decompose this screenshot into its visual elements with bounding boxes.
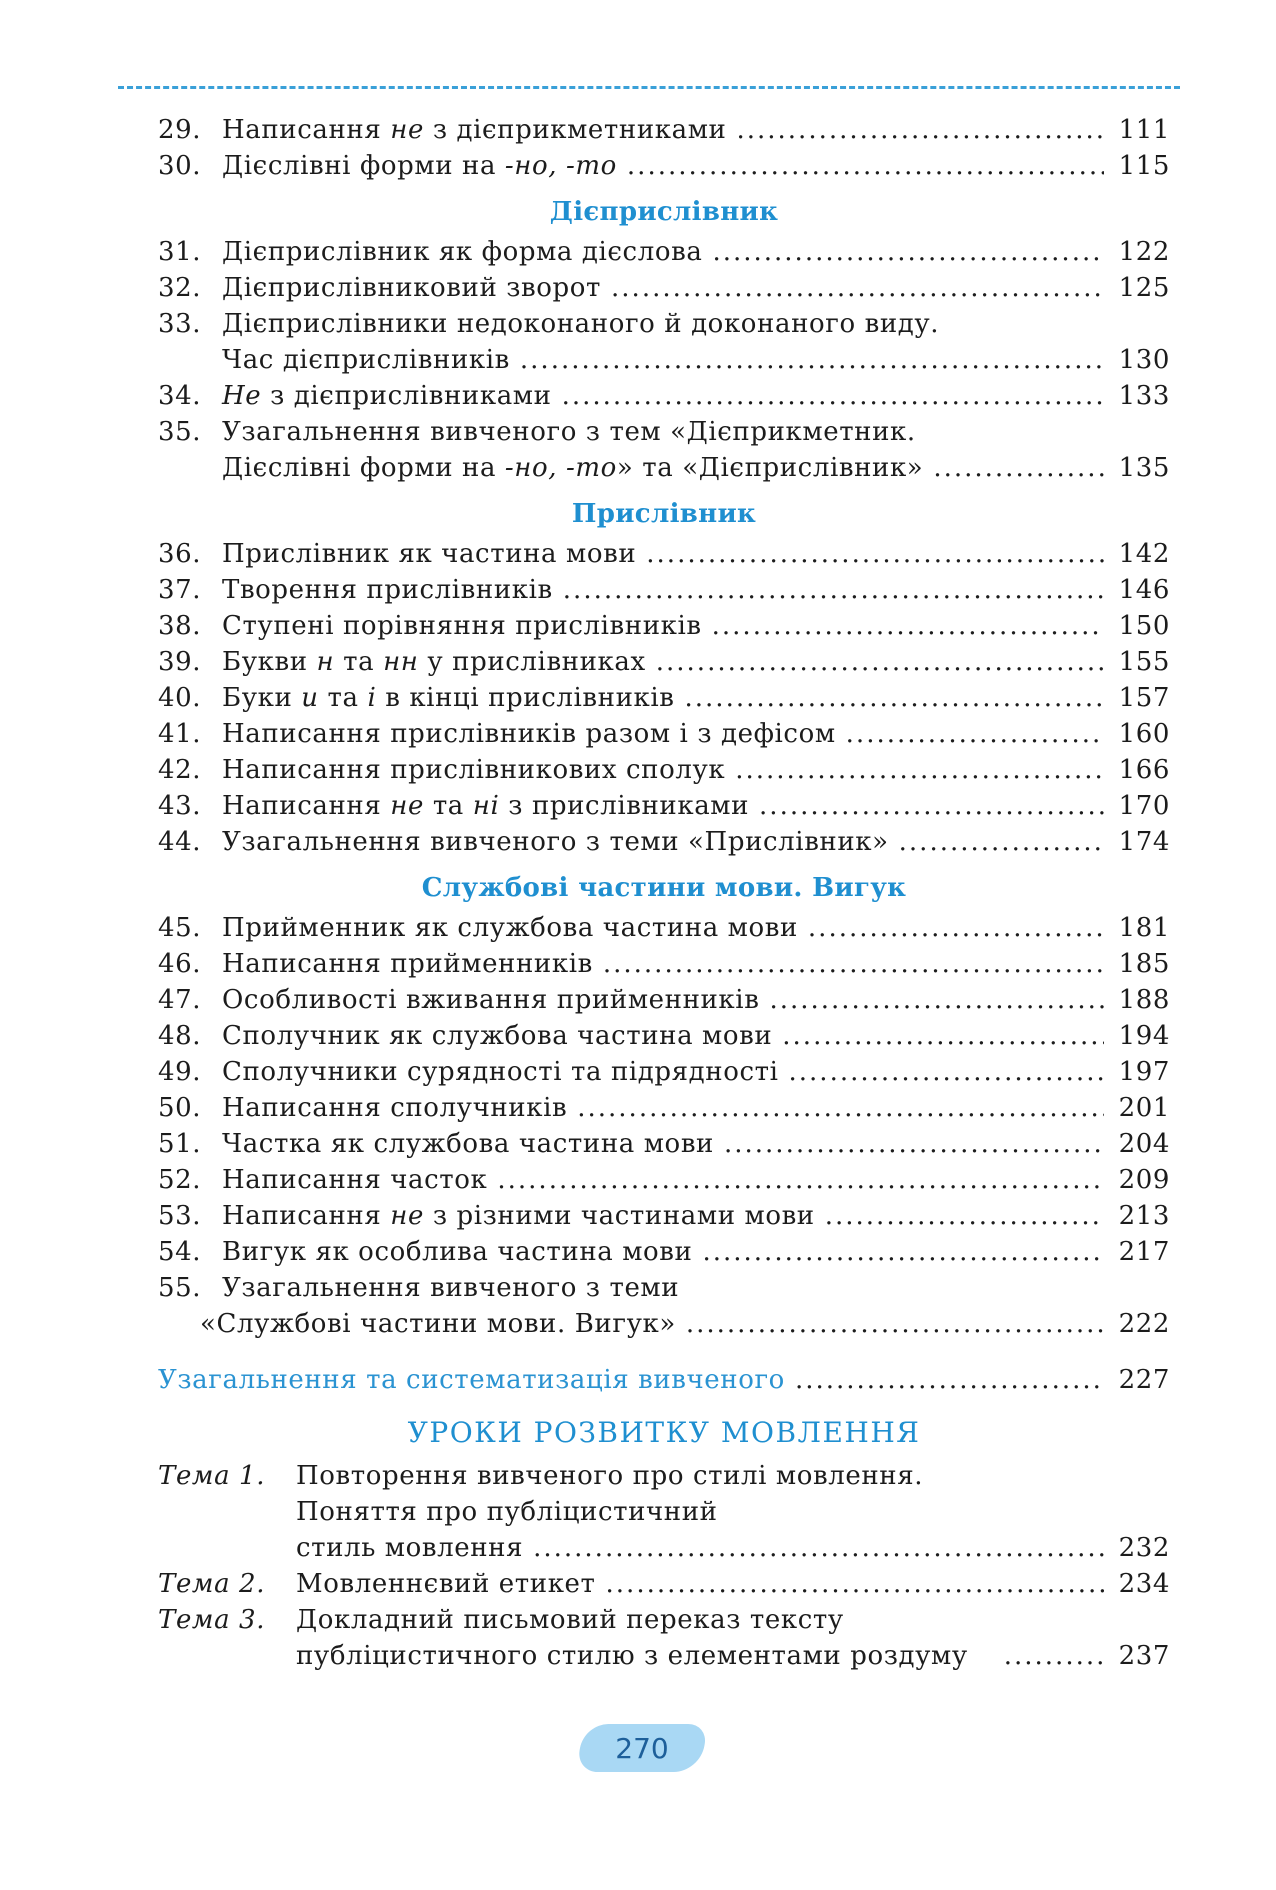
dot-leader [769,982,1104,1018]
dot-leader [899,824,1104,860]
dot-leader [656,644,1104,680]
toc-entry[interactable] [158,1162,1170,1198]
toc-entry[interactable] [158,1270,1170,1306]
dot-leader [577,1090,1104,1126]
tema-entry-continuation [158,1494,1170,1530]
entry-number: 46. [158,949,202,979]
toc-entry[interactable] [158,414,1170,450]
dot-leader [735,752,1104,788]
entry-title: стиль мовлення [296,1533,524,1563]
entry-page: 188 [1118,985,1170,1015]
toc-entry[interactable] [158,644,1170,680]
section-heading-dieprysl: Дієприслівник [549,197,779,227]
dot-leader [789,1054,1104,1090]
toc-entry[interactable] [158,608,1170,644]
entry-number: 37. [158,575,202,605]
entry-title: Буки и та і в кінці прислівників [222,683,675,713]
tema-entry[interactable] [158,1566,1170,1602]
entry-title: Написання прийменників [222,949,593,979]
entry-number: 53. [158,1201,202,1231]
entry-page: 135 [1118,453,1170,483]
section-heading-sluzhb: Службові частини мови. Вигук [421,873,907,903]
entry-title: Не з дієприслівниками [222,381,552,411]
toc-entry[interactable] [158,716,1170,752]
dot-leader [611,270,1104,306]
entry-number: 45. [158,913,202,943]
dot-leader [497,1162,1104,1198]
entry-page: 155 [1118,647,1170,677]
entry-title: «Службові частини мови. Вигук» [200,1309,676,1339]
entry-title: Вигук як особлива частина мови [222,1237,693,1267]
entry-number: 50. [158,1093,202,1123]
toc-entry[interactable] [158,1234,1170,1270]
entry-title: Написання не та ні з прислівниками [222,791,750,821]
tema-entry-continuation[interactable] [158,1638,1170,1674]
entry-title: Творення прислівників [222,575,553,605]
entry-title: публіцистичного стилю з елементами роздуму [296,1641,968,1671]
entry-page: 166 [1118,755,1170,785]
toc-entry[interactable] [158,946,1170,982]
tema-label: Тема 2. [158,1569,266,1599]
toc-entry[interactable] [158,270,1170,306]
toc-entry-continuation[interactable] [158,342,1170,378]
dot-leader [562,378,1104,414]
entry-page: 133 [1118,381,1170,411]
entry-page: 125 [1118,273,1170,303]
entry-title: Прислівник як частина мови [222,539,637,569]
toc-entry[interactable] [158,572,1170,608]
toc-entry[interactable] [158,112,1170,148]
entry-title: Мовленнєвий етикет [296,1569,596,1599]
tema-label: Тема 3. [158,1605,266,1635]
entry-page: 185 [1118,949,1170,979]
entry-title: Сполучник як службова частина мови [222,1021,773,1051]
entry-page: 111 [1118,115,1170,145]
table-of-contents [158,112,1170,1674]
entry-title: Повторення вивченого про стилі мовлення. [296,1461,924,1491]
entry-title: Дієслівні форми на -но, -то [222,151,617,181]
toc-entry[interactable] [158,1126,1170,1162]
entry-number: 36. [158,539,202,569]
page-number: 270 [615,1732,669,1765]
entry-number: 44. [158,827,202,857]
toc-entry[interactable] [158,680,1170,716]
entry-page: 217 [1118,1237,1170,1267]
entry-title: Сполучники сурядності та підрядності [222,1057,779,1087]
entry-page: 234 [1118,1569,1170,1599]
entry-page: 170 [1118,791,1170,821]
entry-page: 204 [1118,1129,1170,1159]
entry-title: Особливості вживання прийменників [222,985,760,1015]
section-heading-prysl: Прислівник [571,499,757,529]
dot-leader [933,450,1104,486]
entry-number: 39. [158,647,202,677]
toc-entry[interactable] [158,536,1170,572]
toc-entry-continuation[interactable] [158,450,1170,486]
toc-entry[interactable] [158,1054,1170,1090]
entry-number: 30. [158,151,202,181]
toc-entry[interactable] [158,148,1170,184]
dot-leader [724,1126,1104,1162]
entry-title: Дієприслівники недоконаного й доконаного виду. [222,309,940,339]
toc-entry[interactable] [158,788,1170,824]
entry-page: 194 [1118,1021,1170,1051]
entry-page: 130 [1118,345,1170,375]
entry-number: 51. [158,1129,202,1159]
entry-title: Букви н та нн у прислівниках [222,647,646,677]
dot-leader [825,1198,1104,1234]
dot-leader [759,788,1104,824]
entry-number: 55. [158,1273,202,1303]
entry-title: Написання не з різними частинами мови [222,1201,815,1231]
entry-title: Дієприслівник як форма дієслова [222,237,703,267]
entry-title: Прийменник як службова частина мови [222,913,798,943]
tema-entry[interactable] [158,1602,1170,1638]
toc-entry[interactable] [158,910,1170,946]
dot-leader [846,716,1104,752]
entry-page: 157 [1118,683,1170,713]
entry-number: 48. [158,1021,202,1051]
entry-title: Докладний письмовий переказ тексту [296,1605,844,1635]
entry-title: Написання не з дієприкметниками [222,115,727,145]
entry-title: Дієприслівниковий зворот [222,273,602,303]
entry-number: 54. [158,1237,202,1267]
dot-leader [685,680,1104,716]
entry-title: Ступені порівняння прислівників [222,611,702,641]
entry-page: 181 [1118,913,1170,943]
summary-entry[interactable] [158,1362,1170,1398]
dot-leader [646,536,1104,572]
tema-entry[interactable] [158,1458,1170,1494]
dot-leader [1004,1638,1104,1674]
toc-entry[interactable] [158,1090,1170,1126]
entry-title: Частка як службова частина мови [222,1129,714,1159]
toc-entry[interactable] [158,234,1170,270]
toc-entry[interactable] [158,752,1170,788]
dot-leader [606,1566,1104,1602]
tema-label: Тема 1. [158,1461,266,1491]
dot-leader [627,148,1104,184]
entry-number: 52. [158,1165,202,1195]
toc-entry[interactable] [158,982,1170,1018]
dot-leader [686,1306,1104,1342]
dot-leader [782,1018,1104,1054]
entry-number: 38. [158,611,202,641]
entry-title: Поняття про публіцистичний [296,1497,718,1527]
entry-page: 146 [1118,575,1170,605]
entry-number: 41. [158,719,202,749]
dot-leader [563,572,1104,608]
dot-leader [808,910,1104,946]
entry-page: 142 [1118,539,1170,569]
dot-leader [736,112,1104,148]
entry-number: 49. [158,1057,202,1087]
dot-leader [603,946,1104,982]
toc-entry[interactable] [158,306,1170,342]
entry-title: Написання сполучників [222,1093,568,1123]
entry-number: 40. [158,683,202,713]
entry-title: Узагальнення вивченого з тем «Дієприкметник. [222,417,916,447]
entry-page: 232 [1118,1533,1170,1563]
entry-page: 209 [1118,1165,1170,1195]
entry-page: 197 [1118,1057,1170,1087]
entry-page: 150 [1118,611,1170,641]
entry-page: 227 [1118,1365,1170,1395]
entry-page: 174 [1118,827,1170,857]
entry-number: 31. [158,237,202,267]
dot-leader [533,1530,1104,1566]
entry-page: 222 [1118,1309,1170,1339]
entry-title: Дієслівні форми на -но, -то» та «Дієприслівник» [222,453,924,483]
dot-leader [712,234,1104,270]
entry-title: Написання прислівникових сполук [222,755,726,785]
dot-leader [712,608,1104,644]
entry-number: 35. [158,417,202,447]
tema-entry-continuation[interactable] [158,1530,1170,1566]
entry-page: 213 [1118,1201,1170,1231]
entry-title: Написання часток [222,1165,488,1195]
toc-entry[interactable] [158,824,1170,860]
entry-number: 29. [158,115,202,145]
toc-entry[interactable] [158,378,1170,414]
entry-page: 122 [1118,237,1170,267]
entry-title: Написання прислівників разом і з дефісом [222,719,836,749]
entry-number: 43. [158,791,202,821]
entry-page: 115 [1118,151,1170,181]
toc-entry-continuation[interactable] [158,1306,1170,1342]
entry-number: 47. [158,985,202,1015]
entry-page: 160 [1118,719,1170,749]
section-heading-lessons: УРОКИ РОЗВИТКУ МОВЛЕННЯ [407,1416,921,1449]
dot-leader [702,1234,1104,1270]
entry-title: Час дієприслівників [222,345,510,375]
top-dashed-rule [118,86,1180,89]
toc-entry[interactable] [158,1198,1170,1234]
toc-entry[interactable] [158,1018,1170,1054]
dot-leader [520,342,1104,378]
summary-title: Узагальнення та систематизація вивченого [158,1365,785,1395]
entry-number: 33. [158,309,202,339]
entry-number: 34. [158,381,202,411]
dot-leader [795,1362,1104,1398]
entry-title: Узагальнення вивченого з теми [222,1273,680,1303]
entry-page: 201 [1118,1093,1170,1123]
entry-page: 237 [1118,1641,1170,1671]
entry-number: 42. [158,755,202,785]
entry-number: 32. [158,273,202,303]
entry-title: Узагальнення вивченого з теми «Прислівник» [222,827,889,857]
